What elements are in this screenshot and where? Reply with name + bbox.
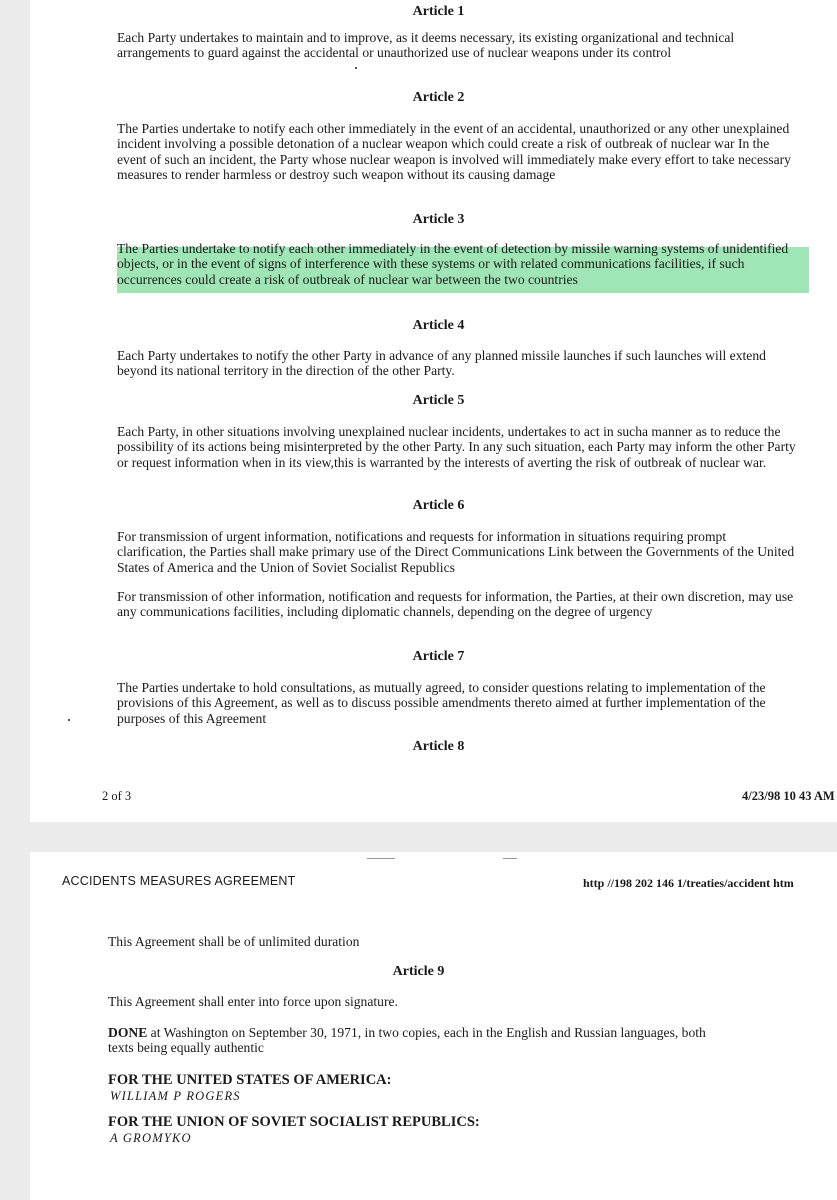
article-8-title: Article 8 [412, 739, 465, 754]
article-5-title: Article 5 [412, 393, 465, 408]
done-text: at Washington on September 30, 1971, in two copies, each in the English and Russian languages, both texts being equally authentic [108, 1025, 706, 1056]
article-1-title: Article 1 [412, 4, 465, 19]
article-3-title: Article 3 [412, 212, 465, 227]
done-clause [108, 1025, 728, 1056]
print-datetime: 4/23/98 10 43 AM [742, 789, 835, 803]
article-6-title: Article 6 [412, 498, 465, 513]
usa-signatory: WILLIAM P ROGERS [110, 1089, 241, 1103]
usa-heading: FOR THE UNITED STATES OF AMERICA: [108, 1072, 392, 1088]
article-6-text-1: For transmission of urgent information, notifications and requests for information in situations requiring prompt clarification, the Parties shall make primary use of the Direct Communications Link between the Governments of the United States of America and the Union of Soviet Socialist Republics [117, 529, 795, 575]
document-page-2 [30, 0, 837, 822]
article-9-text: This Agreement shall enter into force upon signature. [108, 994, 398, 1009]
scan-speck [68, 719, 70, 721]
document-header-title: ACCIDENTS MEASURES AGREEMENT [62, 874, 296, 888]
article-4-title: Article 4 [412, 318, 465, 333]
article-9-title: Article 9 [392, 964, 445, 979]
scan-line [503, 858, 517, 859]
duration-text: This Agreement shall be of unlimited duration [108, 934, 360, 949]
article-3-text: The Parties undertake to notify each other immediately in the event of detection by missile warning systems of unidentified objects, or in the event of signs of interference with these systems or with related communications facilities, if such occurrences could create a risk of outbreak of nuclear war between the two countries [117, 241, 789, 287]
scan-speck [355, 67, 357, 69]
document-header-url: http //198 202 146 1/treaties/accident htm [583, 876, 794, 890]
ussr-heading: FOR THE UNION OF SOVIET SOCIALIST REPUBLICS: [108, 1114, 480, 1130]
ussr-signatory: A GROMYKO [110, 1131, 192, 1145]
article-5-text: Each Party, in other situations involving unexplained nuclear incidents, undertakes to act in sucha manner as to reduce the possibility of its actions being misinterpreted by the other Party. In any such situation, each Party may inform the other Party or request information when in its view,this is warranted by the interests of averting the risk of outbreak of nuclear war. [117, 424, 796, 470]
article-7-title: Article 7 [412, 649, 465, 664]
article-7-text: The Parties undertake to hold consultations, as mutually agreed, to consider questions relating to implementation of the provisions of this Agreement, as well as to discuss possible amendments thereto aimed at further implementation of the purposes of this Agreement [117, 680, 766, 726]
article-6-text-2: For transmission of other information, notification and requests for information, the Parties, at their own discretion, may use any communications facilities, including diplomatic channels, depending on the degree of urgency [117, 589, 794, 620]
article-2-title: Article 2 [412, 90, 465, 105]
scan-line [367, 858, 395, 859]
done-label: DONE [108, 1025, 148, 1040]
article-4-text: Each Party undertakes to notify the other Party in advance of any planned missile launches if such launches will extend beyond its national territory in the direction of the other Party. [117, 348, 766, 379]
article-1-text: Each Party undertakes to maintain and to improve, as it deems necessary, its existing organizational and technical arrangements to guard against the accidental or unauthorized use of nuclear weapons under its control [117, 30, 735, 61]
page-number: 2 of 3 [102, 789, 132, 803]
article-2-text: The Parties undertake to notify each other immediately in the event of an accidental, unauthorized or any other unexplained incident involving a possible detonation of a nuclear weapon which could create a risk of outbreak of nuclear war In the event of such an incident, the Party whose nuclear weapon is involved will immediately make every effort to take necessary measures to render harmless or destroy such weapon without its causing damage [117, 121, 791, 182]
